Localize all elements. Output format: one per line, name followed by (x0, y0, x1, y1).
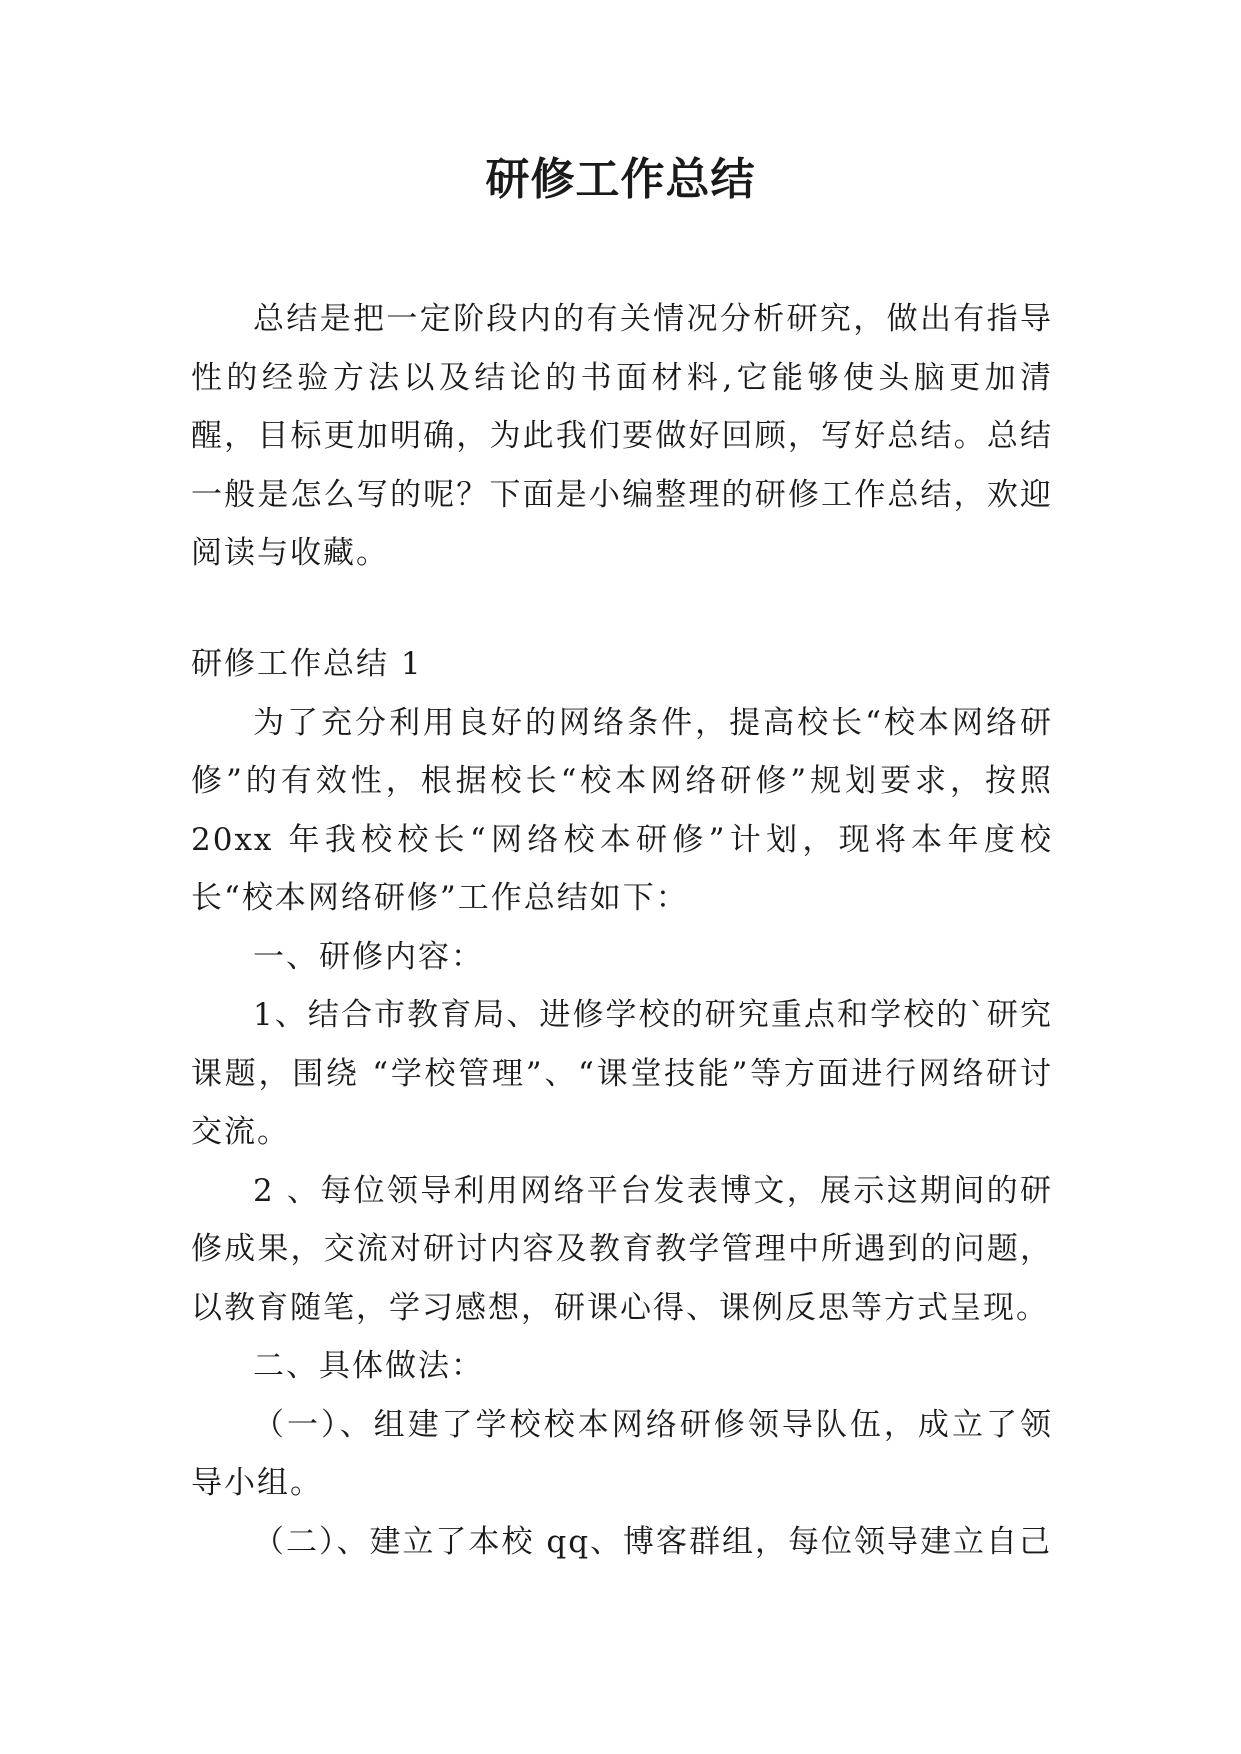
body-paragraph: 2 、每位领导利用网络平台发表博文，展示这期间的研修成果，交流对研讨内容及教育教学管理中所遇到的问题，以教育随笔，学习感想，研课心得、课例反思等方式呈现。 (191, 1172, 1053, 1326)
body-paragraph: 二、具体做法： (253, 1348, 484, 1384)
body-paragraph: 为了充分利用良好的网络条件，提高校长“校本网络研修”的有效性，根据校长“校本网络研修”规划要求，按照20xx 年我校校长“网络校本研修”计划，现将本年度校长“校本网络研修”工作总结如下： (191, 704, 1053, 916)
body-paragraph: 一、研修内容： (253, 938, 484, 975)
section-block (191, 635, 1053, 1571)
body-paragraph: （一）、组建了学校校本网络研修领导队伍，成立了领导小组。 (191, 1406, 1053, 1501)
body-paragraph: 1、结合市教育局、进修学校的研究重点和学校的`研究课题，围绕 “学校管理”、“课堂技能”等方面进行网络研讨交流。 (191, 997, 1053, 1150)
intro-block (191, 290, 1053, 583)
body-paragraph: （二）、建立了本校 qq、博客群组，每位领导建立自己 (253, 1523, 1053, 1560)
document-title: 研修工作总结 (485, 154, 756, 205)
intro-paragraph: 总结是把一定阶段内的有关情况分析研究，做出有指导性的经验方法以及结论的书面材料,它能够使头脑更加清醒，目标更加明确，为此我们要做好回顾，写好总结。总结一般是怎么写的呢？下面是小编整理的研修工作总结，欢迎阅读与收藏。 (191, 301, 1053, 571)
section-heading: 研修工作总结 1 (191, 646, 423, 682)
